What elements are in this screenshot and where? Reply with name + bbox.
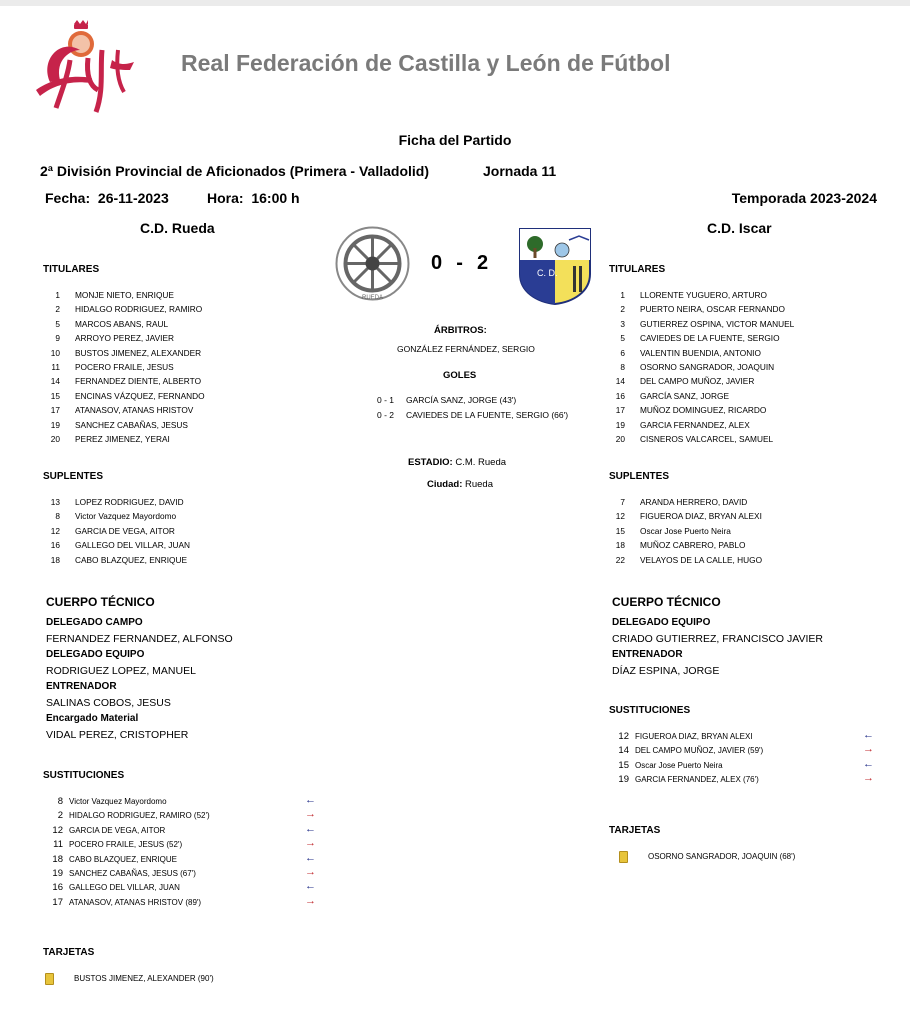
home-team-name: C.D. Rueda [140, 220, 215, 236]
substitution-row [43, 865, 323, 879]
sub-in-arrow-icon: ← [863, 757, 874, 770]
sub-number: 8 [57, 796, 63, 807]
player-number: 15 [50, 390, 60, 401]
player-name: FERNANDEZ DIENTE, ALBERTO [75, 376, 202, 387]
player-row [40, 524, 190, 538]
substitution-row [609, 771, 879, 785]
home-cards-heading: TARJETAS [43, 947, 95, 958]
player-row [605, 389, 794, 403]
player-number: 19 [615, 419, 625, 430]
staff-role: ENTRENADOR [46, 681, 117, 692]
player-name: POCERO FRAILE, JESUS [75, 361, 174, 372]
player-name: ARROYO PEREZ, JAVIER [75, 333, 174, 344]
player-name: HIDALGO RODRIGUEZ, RAMIRO [75, 304, 203, 315]
competition-name: 2ª División Provincial de Aficionados (Primera - Valladolid) [40, 163, 429, 179]
player-row [40, 418, 205, 432]
player-row [605, 509, 762, 523]
player-row [605, 288, 794, 302]
player-row [605, 538, 762, 552]
score-away: 2 [477, 252, 490, 274]
sub-out-arrow-icon: → [863, 743, 874, 756]
away-staff-heading: CUERPO TÉCNICO [612, 595, 721, 609]
player-name: MARCOS ABANS, RAUL [75, 318, 169, 329]
goals-list [377, 393, 568, 422]
home-staff-heading: CUERPO TÉCNICO [46, 595, 155, 609]
player-row [605, 346, 794, 360]
sub-player-name: HIDALGO RODRIGUEZ, RAMIRO (52') [69, 811, 210, 821]
sub-out-arrow-icon: → [305, 865, 316, 878]
sub-out-arrow-icon: → [305, 894, 316, 907]
player-number: 1 [55, 290, 60, 300]
player-number: 20 [615, 433, 625, 444]
substitution-row [609, 728, 879, 742]
home-titulares-heading: TITULARES [43, 264, 100, 275]
sub-player-name: CABO BLAZQUEZ, ENRIQUE [69, 854, 178, 864]
jornada: Jornada 11 [483, 163, 557, 179]
player-number: 20 [50, 433, 60, 444]
player-name: BUSTOS JIMENEZ, ALEXANDER [75, 347, 202, 358]
player-row [40, 389, 205, 403]
date-value: 26-11-2023 [97, 190, 169, 206]
time-label: Hora: [207, 190, 244, 206]
player-name: ENCINAS VÁZQUEZ, FERNANDO [75, 390, 205, 401]
sub-in-arrow-icon: ← [305, 880, 316, 893]
player-number: 6 [620, 347, 625, 358]
home-titulares-list [40, 288, 205, 446]
staff-name: FERNANDEZ FERNANDEZ, ALFONSO [46, 633, 233, 645]
player-row [605, 331, 794, 345]
staff-role: DELEGADO EQUIPO [46, 649, 145, 660]
sub-number: 2 [57, 810, 63, 822]
city-label: Ciudad: [427, 479, 463, 490]
staff-role: ENTRENADOR [612, 649, 683, 660]
sub-player-name: FIGUEROA DIAZ, BRYAN ALEXI [635, 732, 753, 741]
player-number: 8 [55, 511, 60, 522]
staff-role: Encargado Material [46, 713, 139, 724]
away-team-crest [517, 226, 593, 306]
player-row [605, 432, 794, 446]
home-crest-text: RUEDA [361, 295, 384, 301]
sub-player-name: Victor Vazquez Mayordomo [69, 797, 167, 806]
away-cards-heading: TARJETAS [609, 825, 661, 836]
player-name: MUÑOZ CABRERO, PABLO [640, 540, 746, 551]
sub-player-name: GARCIA DE VEGA, AITOR [69, 825, 166, 835]
player-name: MUÑOZ DOMINGUEZ, RICARDO [640, 405, 767, 416]
player-number: 19 [50, 419, 60, 430]
player-name: PUERTO NEIRA, OSCAR FERNANDO [640, 304, 785, 315]
card-player-name: BUSTOS JIMENEZ, ALEXANDER (90') [74, 974, 214, 983]
player-name: ATANASOV, ATANAS HRISTOV [75, 405, 194, 416]
player-number: 2 [620, 304, 625, 315]
date-label: Fecha: [45, 190, 91, 206]
staff-name: RODRIGUEZ LOPEZ, MANUEL [46, 665, 196, 677]
sub-number: 15 [618, 759, 629, 771]
player-row [40, 374, 205, 388]
substitution-row [609, 742, 879, 756]
player-name: LLORENTE YUGUERO, ARTURO [640, 290, 767, 300]
substitution-row [43, 793, 323, 807]
sub-in-arrow-icon: ← [305, 822, 316, 835]
sub-out-arrow-icon: → [305, 837, 316, 850]
player-row [40, 302, 205, 316]
player-number: 7 [620, 497, 625, 507]
player-row [605, 495, 762, 509]
player-name: MONJE NIETO, ENRIQUE [75, 290, 174, 300]
player-name: OSORNO SANGRADOR, JOAQUIN [640, 361, 775, 372]
goles-heading: GOLES [443, 370, 477, 381]
away-crest-text: C. D. [537, 268, 558, 278]
player-row [40, 553, 190, 567]
player-number: 12 [615, 511, 625, 522]
player-name: PEREZ JIMENEZ, YERAI [75, 433, 170, 444]
player-number: 2 [55, 304, 60, 315]
player-number: 11 [51, 361, 60, 372]
sub-out-arrow-icon: → [863, 772, 874, 785]
goal-row [377, 393, 568, 408]
player-number: 16 [615, 390, 625, 401]
substitution-row [43, 822, 323, 836]
player-name: GALLEGO DEL VILLAR, JUAN [75, 540, 190, 551]
player-row [605, 360, 794, 374]
player-name: LOPEZ RODRIGUEZ, DAVID [75, 497, 184, 507]
player-number: 12 [50, 525, 60, 536]
player-name: Victor Vazquez Mayordomo [75, 511, 177, 522]
staff-name: DÍAZ ESPINA, JORGE [612, 665, 720, 677]
player-name: SANCHEZ CABAÑAS, JESUS [75, 419, 188, 430]
player-row [605, 553, 762, 567]
player-row [605, 403, 794, 417]
arbitro-name: GONZÁLEZ FERNÁNDEZ, SERGIO [397, 344, 535, 354]
stadium-label: ESTADIO: [408, 457, 453, 468]
player-name: ARANDA HERRERO, DAVID [640, 497, 748, 507]
home-suplentes-list [40, 495, 190, 567]
yellow-card-icon [619, 851, 628, 863]
sub-player-name: GALLEGO DEL VILLAR, JUAN [69, 883, 180, 893]
sub-player-name: ATANASOV, ATANAS HRISTOV (89') [69, 897, 202, 907]
player-name: CISNEROS VALCARCEL, SAMUEL [640, 433, 774, 444]
player-number: 14 [615, 376, 625, 387]
sub-player-name: GARCIA FERNANDEZ, ALEX (76') [635, 775, 759, 785]
season: Temporada 2023-2024 [731, 190, 877, 206]
goal-scorer: CAVIEDES DE LA FUENTE, SERGIO (66') [406, 409, 569, 420]
substitution-row [43, 836, 323, 850]
away-titulares-heading: TITULARES [609, 264, 666, 275]
player-name: DEL CAMPO MUÑOZ, JAVIER [640, 376, 755, 387]
player-number: 5 [55, 318, 60, 329]
player-row [40, 495, 190, 509]
player-row [605, 302, 794, 316]
player-number: 9 [55, 333, 60, 344]
sub-out-arrow-icon: → [305, 808, 316, 821]
sub-number: 11 [53, 839, 63, 851]
city [427, 479, 493, 490]
sub-in-arrow-icon: ← [305, 851, 316, 864]
away-suplentes-list [605, 495, 762, 567]
sub-number: 12 [618, 731, 629, 742]
sub-number: 17 [52, 896, 63, 908]
page-heading: Ficha del Partido [398, 132, 512, 148]
player-row [40, 360, 205, 374]
sub-number: 14 [618, 745, 629, 757]
player-row [40, 538, 190, 552]
substitution-row [43, 879, 323, 893]
substitution-row [43, 807, 323, 821]
player-name: FIGUEROA DIAZ, BRYAN ALEXI [640, 511, 762, 522]
player-number: 14 [50, 376, 60, 387]
match-date [45, 190, 169, 206]
sub-player-name: POCERO FRAILE, JESUS (52') [69, 840, 183, 850]
stadium-value: C.M. Rueda [455, 457, 507, 468]
federation-logo [30, 20, 138, 114]
away-titulares-list [605, 288, 794, 446]
player-number: 17 [615, 405, 625, 416]
player-name: GUTIERREZ OSPINA, VICTOR MANUEL [640, 318, 795, 329]
stadium [408, 457, 506, 468]
player-number: 16 [50, 540, 60, 551]
arbitros-heading: ÁRBITROS: [434, 325, 487, 336]
player-row [605, 418, 794, 432]
goal-score: 0 - 1 [377, 395, 395, 405]
player-number: 18 [615, 540, 625, 551]
staff-role: DELEGADO CAMPO [46, 617, 143, 628]
goal-row [377, 408, 568, 423]
sub-number: 18 [52, 853, 63, 865]
player-name: Oscar Jose Puerto Neira [640, 525, 731, 536]
score-home: 0 [431, 252, 444, 274]
player-row [605, 524, 762, 538]
player-name: VALENTIN BUENDIA, ANTONIO [640, 347, 761, 358]
player-name: CAVIEDES DE LA FUENTE, SERGIO [640, 333, 780, 344]
player-name: GARCÍA SANZ, JORGE [640, 390, 729, 401]
substitution-row [609, 757, 879, 771]
sub-in-arrow-icon: ← [863, 729, 874, 741]
player-row [40, 403, 205, 417]
player-row [40, 432, 205, 446]
player-row [40, 317, 205, 331]
sub-number: 19 [52, 867, 63, 879]
staff-name: CRIADO GUTIERREZ, FRANCISCO JAVIER [612, 633, 823, 645]
player-name: GARCIA DE VEGA, AITOR [75, 525, 175, 536]
time-value: 16:00 h [251, 190, 300, 206]
away-subs-heading: SUSTITUCIONES [609, 705, 691, 716]
home-subs-heading: SUSTITUCIONES [43, 770, 125, 781]
staff-role: DELEGADO EQUIPO [612, 617, 711, 628]
home-team-crest [334, 225, 411, 302]
away-team-name: C.D. Iscar [707, 220, 772, 236]
player-number: 8 [620, 361, 625, 372]
player-number: 10 [50, 347, 60, 358]
sub-player-name: Oscar Jose Puerto Neira [635, 760, 723, 770]
scoreboard [431, 252, 489, 275]
sub-number: 16 [52, 882, 63, 894]
player-number: 3 [620, 318, 625, 329]
player-number: 1 [620, 290, 625, 300]
sub-player-name: DEL CAMPO MUÑOZ, JAVIER (59') [635, 746, 764, 756]
sub-number: 12 [52, 824, 63, 836]
player-number: 15 [615, 525, 625, 536]
player-number: 18 [50, 554, 60, 565]
yellow-card-icon [45, 973, 54, 985]
substitution-row [43, 851, 323, 865]
sub-player-name: SANCHEZ CABAÑAS, JESUS (67') [69, 868, 196, 878]
player-row [40, 288, 205, 302]
player-number: 5 [620, 333, 625, 344]
player-row [605, 374, 794, 388]
player-row [40, 509, 190, 523]
top-bar [0, 0, 910, 6]
player-number: 13 [50, 497, 60, 507]
away-staff-list [612, 615, 823, 679]
player-name: GARCIA FERNANDEZ, ALEX [640, 419, 750, 430]
goal-score: 0 - 2 [377, 409, 395, 420]
score-separator: - [456, 252, 464, 274]
player-row [40, 331, 205, 345]
player-name: VELAYOS DE LA CALLE, HUGO [640, 554, 763, 565]
sub-in-arrow-icon: ← [305, 794, 316, 806]
away-subs-list [609, 728, 879, 786]
goal-scorer: GARCÍA SANZ, JORGE (43') [406, 395, 517, 405]
home-staff-list [46, 615, 233, 743]
player-name: CABO BLAZQUEZ, ENRIQUE [75, 554, 188, 565]
city-value: Rueda [465, 479, 493, 490]
card-player-name: OSORNO SANGRADOR, JOAQUIN (68') [648, 852, 796, 861]
away-suplentes-heading: SUPLENTES [609, 471, 670, 482]
sub-number: 19 [618, 774, 629, 786]
staff-name: VIDAL PEREZ, CRISTOPHER [46, 729, 189, 741]
player-row [605, 317, 794, 331]
player-number: 22 [615, 554, 625, 565]
substitution-row [43, 894, 323, 908]
player-number: 17 [50, 405, 60, 416]
match-time [207, 190, 300, 206]
home-subs-list [43, 793, 323, 908]
home-suplentes-heading: SUPLENTES [43, 471, 104, 482]
player-row [40, 346, 205, 360]
federation-title: Real Federación de Castilla y León de Fútbol [181, 50, 671, 76]
staff-name: SALINAS COBOS, JESUS [46, 697, 171, 709]
